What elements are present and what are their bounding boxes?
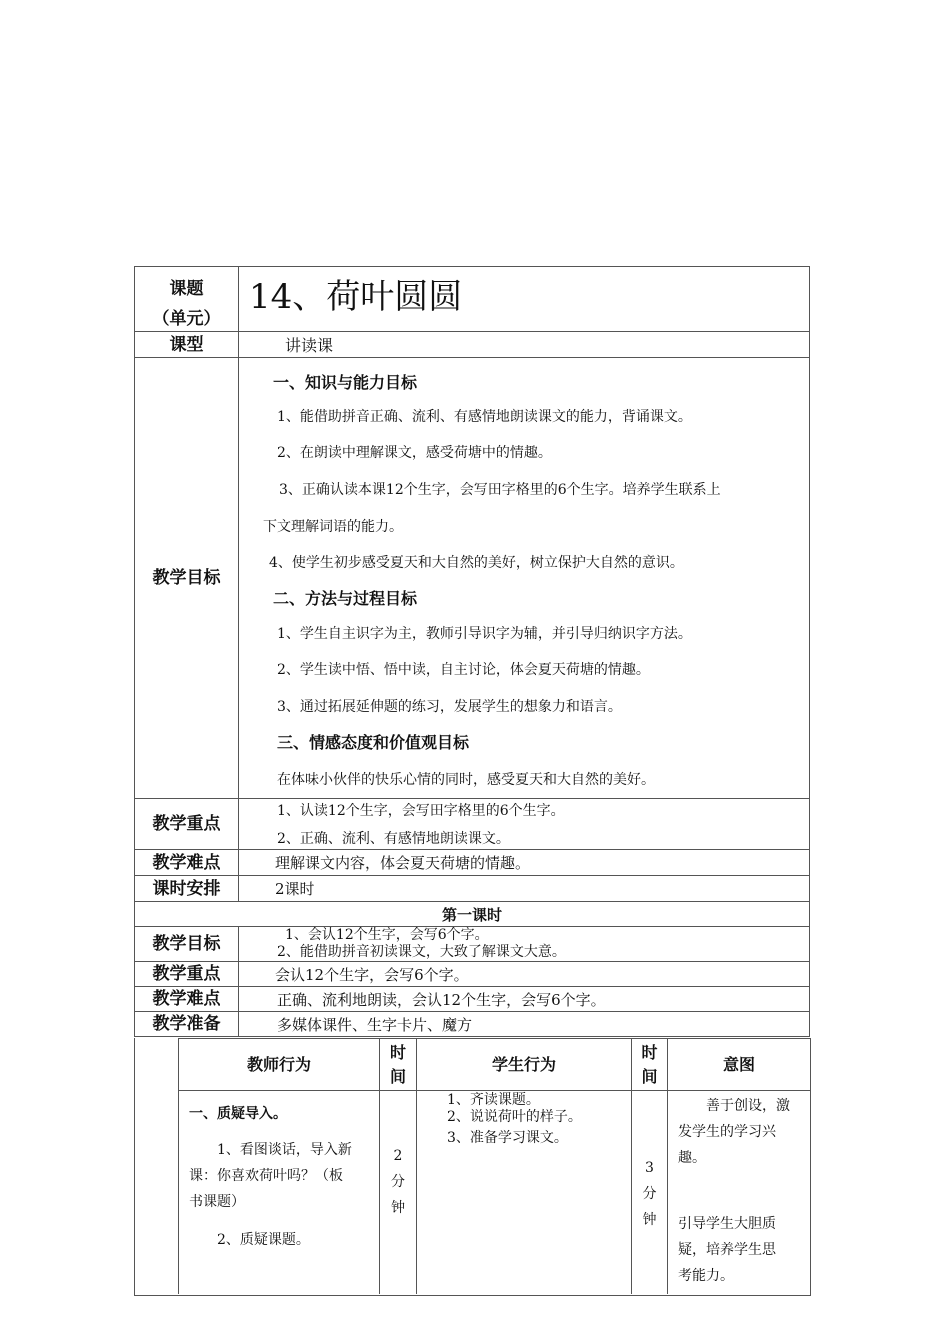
col-time2-header-b: 间 — [641, 1066, 658, 1086]
col-time2-header — [632, 1039, 668, 1091]
key-points-content — [239, 799, 810, 850]
objectives-sec1-heading: 一、知识与能力目标 — [273, 373, 418, 392]
student-cell — [417, 1091, 632, 1295]
objectives-s1-3b: 下文理解词语的能力。 — [263, 519, 403, 535]
topic-row — [135, 267, 810, 332]
col-intent-header: 意图 — [668, 1039, 811, 1091]
topic-label-line1: 课题 — [169, 279, 204, 299]
first-obj-line2: 2、能借助拼音初读课文，大致了解课文大意。 — [277, 944, 566, 960]
col-time1-header-b: 间 — [389, 1066, 406, 1086]
first-diff-label: 教学难点 — [135, 987, 239, 1012]
key-points-label: 教学重点 — [135, 799, 239, 850]
first-diff-row — [135, 987, 810, 1012]
intent-cell — [668, 1091, 811, 1295]
teacher-heading: 一、质疑导入。 — [189, 1106, 287, 1122]
lesson-plan-table — [134, 266, 810, 1037]
col-time1-header-a: 时 — [389, 1042, 406, 1062]
student-line1: 1、齐读课题。 — [447, 1092, 540, 1108]
key-points-line1: 1、认读12个生字，会写田字格里的6个生字。 — [277, 803, 565, 819]
first-obj-content — [239, 927, 810, 962]
objectives-s1-2: 2、在朗读中理解课文，感受荷塘中的情趣。 — [277, 445, 552, 461]
key-points-row — [135, 799, 810, 850]
first-lesson-heading-row — [135, 902, 810, 927]
objectives-s2-2: 2、学生读中悟、悟中读，自主讨论，体会夏天荷塘的情趣。 — [277, 662, 650, 678]
teacher-line1b: 课：你喜欢荷叶吗？（板 — [189, 1168, 343, 1184]
first-obj-label: 教学目标 — [135, 927, 239, 962]
objectives-sec3-heading: 三、情感态度和价值观目标 — [277, 733, 470, 752]
time2-c: 钟 — [642, 1212, 657, 1228]
first-diff-value: 正确、流利地朗读，会认12个生字，会写6个字。 — [239, 987, 810, 1012]
intent-line1c: 趣。 — [678, 1150, 706, 1166]
objectives-row — [135, 358, 810, 799]
student-line2: 2、说说荷叶的样子。 — [447, 1109, 582, 1125]
first-obj-line1: 1、会认12个生字，会写6个字。 — [285, 927, 489, 943]
col-student-header: 学生行为 — [417, 1039, 632, 1091]
schedule-value: 2课时 — [239, 876, 810, 902]
teacher-line2: 2、质疑课题。 — [217, 1232, 310, 1248]
process-header-row — [179, 1039, 811, 1091]
process-table — [178, 1038, 811, 1294]
first-key-label: 教学重点 — [135, 962, 239, 987]
type-row — [135, 332, 810, 358]
first-prep-row — [135, 1012, 810, 1037]
schedule-row — [135, 876, 810, 902]
topic-label-line2: （单元） — [152, 309, 221, 329]
time2-b: 分 — [642, 1186, 657, 1202]
first-lesson-heading: 第一课时 — [135, 902, 810, 927]
objectives-content — [239, 358, 810, 799]
intent-line2c: 考能力。 — [678, 1268, 734, 1284]
teacher-line1c: 书课题） — [189, 1194, 245, 1210]
time2-cell — [632, 1091, 668, 1295]
objectives-label: 教学目标 — [135, 358, 239, 799]
intent-line2b: 疑，培养学生思 — [678, 1242, 776, 1258]
process-row-1 — [179, 1091, 811, 1295]
intent-line1b: 发学生的学习兴 — [678, 1124, 776, 1140]
col-time2-header-a: 时 — [641, 1042, 658, 1062]
first-prep-value: 多媒体课件、生字卡片、魔方 — [239, 1012, 810, 1037]
first-obj-row — [135, 927, 810, 962]
student-line3: 3、准备学习课文。 — [447, 1130, 568, 1146]
time1-b: 分 — [391, 1174, 405, 1190]
col-teacher-header: 教师行为 — [179, 1039, 380, 1091]
difficulty-value: 理解课文内容，体会夏天荷塘的情趣。 — [239, 850, 810, 876]
schedule-label: 课时安排 — [135, 876, 239, 902]
first-key-value: 会认12个生字，会写6个字。 — [239, 962, 810, 987]
key-points-line2: 2、正确、流利、有感情地朗读课文。 — [277, 831, 510, 847]
first-key-row — [135, 962, 810, 987]
objectives-sec2-heading: 二、方法与过程目标 — [273, 589, 418, 608]
objectives-s3-1: 在体味小伙伴的快乐心情的同时，感受夏天和大自然的美好。 — [277, 772, 655, 788]
objectives-s1-1: 1、能借助拼音正确、流利、有感情地朗读课文的能力，背诵课文。 — [277, 409, 692, 425]
objectives-s1-3a: 3、正确认读本课12个生字，会写田字格里的6个生字。培养学生联系上 — [279, 482, 721, 498]
objectives-s1-4: 4、使学生初步感受夏天和大自然的美好，树立保护大自然的意识。 — [269, 555, 684, 571]
topic-title: 14、荷叶圆圆 — [239, 267, 810, 332]
teacher-line1: 1、看图谈话，导入新 — [217, 1142, 352, 1158]
objectives-s2-3: 3、通过拓展延伸题的练习，发展学生的想象力和语言。 — [277, 699, 622, 715]
teacher-cell — [179, 1091, 380, 1295]
difficulty-label: 教学难点 — [135, 850, 239, 876]
intent-line2a: 引导学生大胆质 — [678, 1216, 776, 1232]
process-section — [134, 1038, 811, 1296]
time1-cell — [380, 1091, 417, 1295]
time2-a: 3 — [645, 1160, 654, 1176]
first-prep-label: 教学准备 — [135, 1012, 239, 1037]
topic-label — [135, 267, 239, 332]
difficulty-row — [135, 850, 810, 876]
type-value: 讲读课 — [239, 332, 810, 358]
intent-line1a: 善于创设，激 — [706, 1098, 790, 1114]
type-label: 课型 — [135, 332, 239, 358]
objectives-s2-1: 1、学生自主识字为主，教师引导识字为辅，并引导归纳识字方法。 — [277, 626, 692, 642]
time1-c: 钟 — [391, 1200, 405, 1216]
time1-a: 2 — [393, 1148, 403, 1164]
col-time1-header — [380, 1039, 417, 1091]
